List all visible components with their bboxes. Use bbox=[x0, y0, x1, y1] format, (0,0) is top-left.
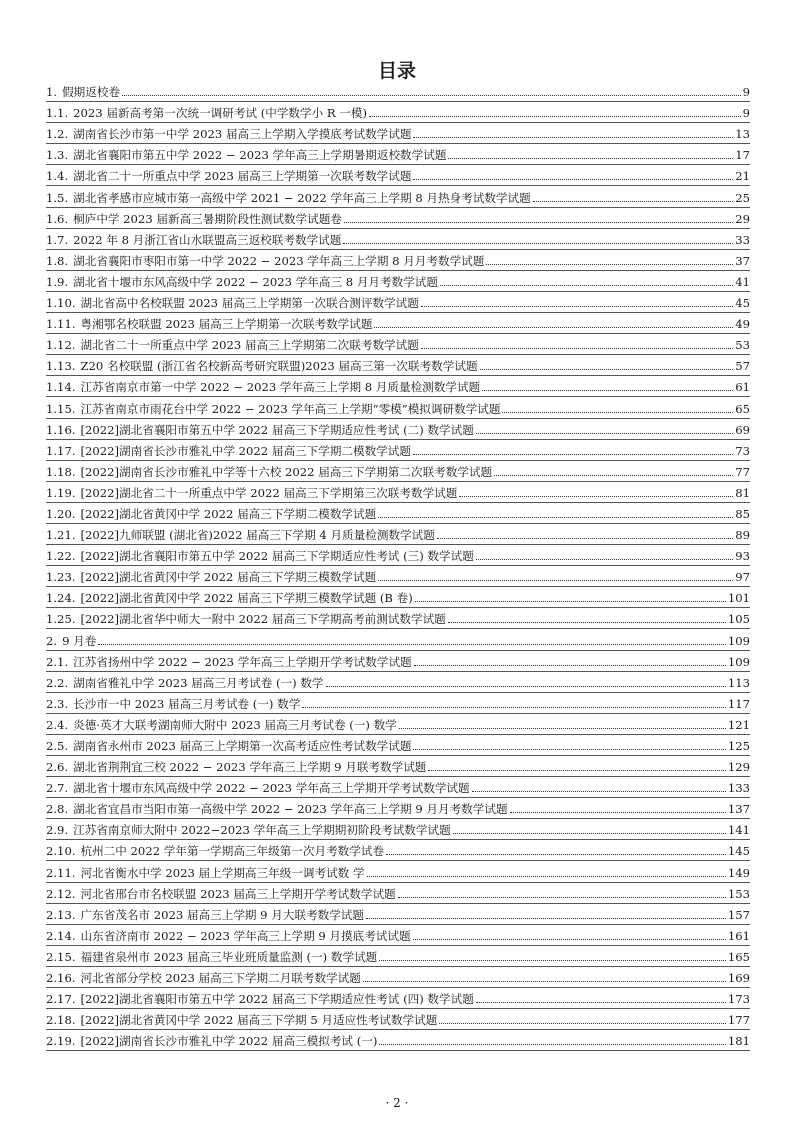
toc-entry-number: 2.16. bbox=[46, 971, 76, 986]
toc-entry-number: 2.2. bbox=[46, 675, 69, 690]
toc-entry-page[interactable]: 41 bbox=[735, 274, 750, 289]
toc-entry-page[interactable]: 157 bbox=[727, 907, 750, 922]
toc-entry[interactable] bbox=[46, 313, 750, 334]
dot-leader bbox=[398, 896, 726, 898]
toc-entry-number: 2.1. bbox=[46, 654, 69, 669]
toc-entry-number: 2.19. bbox=[46, 1034, 76, 1049]
dot-leader bbox=[98, 643, 726, 645]
toc-entry-page[interactable]: 69 bbox=[735, 422, 750, 437]
dot-leader bbox=[502, 411, 733, 413]
dot-leader bbox=[440, 284, 733, 286]
dot-leader bbox=[378, 516, 733, 518]
dot-leader bbox=[374, 326, 733, 328]
toc-entry[interactable] bbox=[46, 798, 750, 819]
toc-entry[interactable] bbox=[46, 608, 750, 629]
toc-entry[interactable] bbox=[46, 186, 750, 207]
toc-entry-title[interactable]: 湖南省长沙市第一中学 2023 届高三上学期入学摸底考试数学试题 bbox=[73, 127, 412, 142]
toc-entry-page[interactable]: 81 bbox=[735, 485, 750, 500]
toc-entry[interactable] bbox=[46, 81, 750, 102]
toc-entry-number: 2.14. bbox=[46, 928, 76, 943]
toc-entry-number: 2. bbox=[46, 633, 58, 648]
toc-entry-number: 1.15. bbox=[46, 401, 76, 416]
toc-entry-number: 1.13. bbox=[46, 359, 76, 374]
dot-leader bbox=[453, 832, 726, 834]
toc-entry-page[interactable]: 149 bbox=[727, 865, 750, 880]
toc-entry[interactable] bbox=[46, 756, 750, 777]
dot-leader bbox=[379, 1043, 726, 1045]
toc-entry-page[interactable]: 77 bbox=[735, 464, 750, 479]
toc-entry-number: 2.11. bbox=[46, 865, 76, 880]
toc-entry-number: 1.17. bbox=[46, 443, 76, 458]
toc-entry-title[interactable]: [2022]湖北省华中师大一附中 2022 届高三下学期高考前测试数学试题 bbox=[80, 612, 446, 627]
toc-entry[interactable] bbox=[46, 819, 750, 840]
toc-entry[interactable] bbox=[46, 440, 750, 461]
toc-entry-title[interactable]: [2022]湖北省襄阳市第五中学 2022 届高三下学期适应性考试 (二) 数学试题 bbox=[80, 422, 474, 437]
dot-leader bbox=[439, 1022, 726, 1024]
toc-entry-title[interactable]: Z20 名校联盟 (浙江省名校新高考研究联盟)2023 届高三第一次联考数学试题 bbox=[80, 359, 478, 374]
toc-entry[interactable] bbox=[46, 334, 750, 355]
toc-entry-page[interactable]: 169 bbox=[727, 971, 750, 986]
toc-entry-page[interactable]: 85 bbox=[735, 506, 750, 521]
dot-leader bbox=[428, 769, 725, 771]
toc-entry-number: 2.8. bbox=[46, 802, 69, 817]
toc-entry-title[interactable]: 湖北省孝感市应城市第一高级中学 2021 − 2022 学年高三上学期 8 月热身考试数学试题 bbox=[73, 190, 531, 205]
dot-leader bbox=[367, 875, 726, 877]
toc-entry-title[interactable]: 湖北省十堰市东风高级中学 2022 − 2023 学年高三上学期开学考试数学试题 bbox=[73, 781, 470, 796]
toc-entry-title[interactable]: 江苏省南京市第一中学 2022 − 2023 学年高三上学期 8 月质量检测数学试题 bbox=[80, 380, 481, 395]
dot-leader bbox=[448, 157, 733, 159]
toc-entry-title[interactable]: 湖南省雅礼中学 2023 届高三月考试卷 (一) 数学 bbox=[73, 675, 324, 690]
toc-entry-number: 1.20. bbox=[46, 506, 76, 521]
toc-entry-page[interactable]: 105 bbox=[727, 612, 750, 627]
toc-entry[interactable] bbox=[46, 735, 750, 756]
toc-entry-title[interactable]: 河北省部分学校 2023 届高三下学期二月联考数学试题 bbox=[80, 971, 361, 986]
toc-entry[interactable] bbox=[46, 292, 750, 313]
dot-leader bbox=[421, 347, 733, 349]
dot-leader bbox=[386, 853, 726, 855]
dot-leader bbox=[399, 727, 726, 729]
toc-entry[interactable] bbox=[46, 355, 750, 376]
dot-leader bbox=[343, 242, 733, 244]
dot-leader bbox=[379, 959, 726, 961]
dot-leader bbox=[476, 432, 733, 434]
toc-entry-number: 1.12. bbox=[46, 338, 76, 353]
dot-leader bbox=[413, 453, 733, 455]
toc-entry-title[interactable]: 湖北省荆荆宜三校 2022 − 2023 学年高三上学期 9 月联考数学试题 bbox=[73, 760, 427, 775]
toc-entry-page[interactable]: 25 bbox=[735, 190, 750, 205]
toc-entry-number: 1.14. bbox=[46, 380, 76, 395]
toc-entry[interactable] bbox=[46, 566, 750, 587]
toc-entry-number: 2.15. bbox=[46, 949, 76, 964]
dot-leader bbox=[482, 389, 733, 391]
toc-entry-title[interactable]: 福建省泉州市 2023 届高三毕业班质量监测 (一) 数学试题 bbox=[80, 949, 378, 964]
toc-entry[interactable] bbox=[46, 144, 750, 165]
toc-entry-title[interactable]: 江苏省南京师大附中 2022−2023 学年高三上学期期初阶段考试数学试题 bbox=[73, 823, 451, 838]
toc-entry[interactable] bbox=[46, 693, 750, 714]
toc-entry-number: 2.18. bbox=[46, 1013, 76, 1028]
dot-leader bbox=[448, 621, 726, 623]
toc-entry[interactable] bbox=[46, 503, 750, 524]
dot-leader bbox=[378, 579, 733, 581]
toc-entry-page[interactable]: 161 bbox=[727, 928, 750, 943]
toc-entry-page[interactable]: 93 bbox=[735, 549, 750, 564]
page-title: 目录 bbox=[377, 60, 416, 82]
toc-entry-number: 2.10. bbox=[46, 844, 76, 859]
toc-entry-title[interactable]: 粤湘鄂名校联盟 2023 届高三上学期第一次联考数学试题 bbox=[80, 317, 373, 332]
toc-entry-page[interactable]: 177 bbox=[727, 1013, 750, 1028]
toc-entry-page[interactable]: 49 bbox=[735, 317, 750, 332]
toc-entry-page[interactable]: 133 bbox=[727, 781, 750, 796]
toc-entry-title[interactable]: [2022]湖南省长沙市雅礼中学 2022 届高三模拟考试 (一) bbox=[80, 1034, 378, 1049]
toc-entry-title[interactable]: [2022]湖北省襄阳市第五中学 2022 届高三下学期适应性考试 (四) 数学试题 bbox=[80, 992, 474, 1007]
dot-leader bbox=[413, 178, 733, 180]
toc-entry-title[interactable]: 2022 年 8 月浙江省山水联盟高三返校联考数学试题 bbox=[73, 232, 342, 247]
toc-entry-title[interactable]: [2022]湖南省长沙市雅礼中学等十六校 2022 届高三下学期第二次联考数学试题 bbox=[80, 464, 493, 479]
toc-entry-number: 2.17. bbox=[46, 992, 76, 1007]
toc-entry[interactable] bbox=[46, 651, 750, 672]
toc-entry-title[interactable]: 江苏省南京市雨花台中学 2022 − 2023 学年高三上学期“零模”模拟调研数学试题 bbox=[80, 401, 501, 416]
toc-entry-number: 1.19. bbox=[46, 485, 76, 500]
toc-entry-title[interactable]: [2022]湖北省黄冈中学 2022 届高三下学期三模数学试题 bbox=[80, 570, 377, 585]
toc-entry-page[interactable]: 109 bbox=[727, 654, 750, 669]
toc-entry-page[interactable]: 29 bbox=[735, 211, 750, 226]
toc-entry-title[interactable]: 假期返校卷 bbox=[62, 85, 121, 100]
toc-entry[interactable] bbox=[46, 946, 750, 967]
toc-entry-number: 1.6. bbox=[46, 211, 69, 226]
toc-entry-number: 1.8. bbox=[46, 253, 69, 268]
toc-entry-title[interactable]: 湖北省高中名校联盟 2023 届高三上学期第一次联合测评数学试题 bbox=[80, 296, 419, 311]
toc-entry-title[interactable]: [2022]湖北省黄冈中学 2022 届高三下学期二模数学试题 bbox=[80, 506, 377, 521]
dot-leader bbox=[476, 1001, 726, 1003]
dot-leader bbox=[363, 980, 726, 982]
toc-entry-title[interactable]: 湖北省襄阳市第五中学 2022 − 2023 学年高三上学期暑期返校数学试题 bbox=[73, 148, 447, 163]
toc-entry-number: 1.10. bbox=[46, 296, 76, 311]
toc-entry[interactable] bbox=[46, 482, 750, 503]
toc-entry[interactable] bbox=[46, 967, 750, 988]
toc-entry-title[interactable]: 9 月卷 bbox=[62, 633, 97, 648]
toc-entry-number: 1.24. bbox=[46, 591, 76, 606]
toc-entry-title[interactable]: 河北省衡水中学 2023 届上学期高三年级一调考试数 学 bbox=[80, 865, 365, 880]
toc-entry-title[interactable]: 湖北省十堰市东风高级中学 2022 − 2023 学年高三 8 月月考数学试题 bbox=[73, 274, 438, 289]
toc-entry-page[interactable]: 37 bbox=[735, 253, 750, 268]
dot-leader bbox=[472, 790, 726, 792]
toc-entry-number: 2.7. bbox=[46, 781, 69, 796]
toc-entry-page[interactable]: 109 bbox=[727, 633, 750, 648]
toc-entry-number: 1.7. bbox=[46, 232, 69, 247]
toc-entry-number: 2.6. bbox=[46, 760, 69, 775]
toc-entry[interactable] bbox=[46, 777, 750, 798]
toc-entry-number: 2.5. bbox=[46, 739, 69, 753]
toc-entry-title[interactable]: 湖北省二十一所重点中学 2023 届高三上学期第一次联考数学试题 bbox=[73, 169, 412, 184]
toc-entry-title[interactable]: 广东省茂名市 2023 届高三上学期 9 月大联考数学试题 bbox=[80, 907, 364, 922]
toc-entry[interactable] bbox=[46, 988, 750, 1009]
toc-entry[interactable] bbox=[46, 714, 750, 735]
toc-entry[interactable] bbox=[46, 524, 750, 545]
toc-entry[interactable] bbox=[46, 883, 750, 904]
toc-entry-page[interactable]: 141 bbox=[727, 823, 750, 838]
dot-leader bbox=[326, 685, 726, 687]
toc-entry-page[interactable]: 89 bbox=[735, 528, 750, 543]
dot-leader bbox=[510, 811, 726, 813]
toc-entry[interactable] bbox=[46, 1009, 750, 1030]
toc-entry-page[interactable]: 57 bbox=[735, 359, 750, 374]
toc-entry[interactable] bbox=[46, 904, 750, 925]
dot-leader bbox=[413, 748, 725, 750]
dot-leader bbox=[494, 474, 733, 476]
toc-entry-page[interactable]: 117 bbox=[727, 696, 750, 711]
toc-entry-page[interactable]: 73 bbox=[735, 443, 750, 458]
toc-entry[interactable] bbox=[46, 376, 750, 397]
toc-entry[interactable] bbox=[46, 208, 750, 229]
toc-entry[interactable] bbox=[46, 397, 750, 418]
toc-entry-page[interactable]: 53 bbox=[735, 338, 750, 353]
dot-leader bbox=[344, 221, 733, 223]
toc-entry-title[interactable]: [2022]湖北省襄阳市第五中学 2022 届高三下学期适应性考试 (三) 数学试题 bbox=[80, 549, 474, 564]
toc-entry[interactable] bbox=[46, 250, 750, 271]
toc-entry[interactable] bbox=[46, 587, 750, 608]
toc-entry[interactable] bbox=[46, 545, 750, 566]
toc-entry[interactable] bbox=[46, 1030, 750, 1051]
dot-leader bbox=[413, 938, 726, 940]
toc-entry-number: 1.23. bbox=[46, 570, 76, 585]
toc-entry-title[interactable]: 湖北省襄阳市枣阳市第一中学 2022 − 2023 学年高三上学期 8 月月考数学试题 bbox=[73, 253, 485, 268]
toc-entry[interactable] bbox=[46, 925, 750, 946]
toc-entry[interactable] bbox=[46, 123, 750, 144]
toc-entry-title[interactable]: 河北省邢台市名校联盟 2023 届高三上学期开学考试数学试题 bbox=[80, 886, 396, 901]
toc-entry-page[interactable]: 165 bbox=[727, 949, 750, 964]
toc-entry[interactable] bbox=[46, 672, 750, 693]
toc-entry-title[interactable]: 炎德·英才大联考湖南师大附中 2023 届高三月考试卷 (一) 数学 bbox=[73, 717, 397, 732]
toc-entry-number: 1. bbox=[46, 85, 58, 100]
toc-entry-title[interactable]: [2022]九师联盟 (湖北省)2022 届高三下学期 4 月质量检测数学试题 bbox=[80, 528, 435, 543]
toc-entry-number: 1.2. bbox=[46, 127, 69, 142]
table-of-contents bbox=[46, 81, 750, 1051]
toc-entry-title[interactable]: [2022]湖北省二十一所重点中学 2022 届高三下学期第三次联考数学试题 bbox=[80, 485, 458, 500]
toc-entry-title[interactable]: 江苏省扬州中学 2022 − 2023 学年高三上学期开学考试数学试题 bbox=[73, 654, 412, 669]
toc-entry-page[interactable]: 45 bbox=[735, 296, 750, 311]
toc-entry-page[interactable]: 9 bbox=[742, 106, 750, 121]
dot-leader bbox=[437, 537, 733, 539]
toc-entry-page[interactable]: 13 bbox=[735, 127, 750, 142]
toc-entry-page[interactable]: 21 bbox=[735, 169, 750, 184]
toc-entry-page[interactable]: 137 bbox=[727, 802, 750, 817]
dot-leader bbox=[366, 917, 726, 919]
toc-entry[interactable] bbox=[46, 229, 750, 250]
toc-entry-title[interactable]: [2022]湖北省黄冈中学 2022 届高三下学期 5 月适应性考试数学试题 bbox=[80, 1013, 438, 1028]
toc-entry-page[interactable]: 129 bbox=[727, 760, 750, 775]
toc-entry-number: 1.18. bbox=[46, 464, 76, 479]
toc-entry-number: 2.4. bbox=[46, 717, 69, 732]
toc-entry-page[interactable]: 181 bbox=[727, 1034, 750, 1049]
dot-leader bbox=[486, 263, 733, 265]
dot-leader bbox=[533, 200, 733, 202]
toc-entry-page[interactable]: 125 bbox=[727, 739, 750, 753]
toc-entry-title[interactable]: 山东省济南市 2022 − 2023 学年高三上学期 9 月摸底考试试题 bbox=[80, 928, 411, 943]
toc-entry-title[interactable]: [2022]湖北省黄冈中学 2022 届高三下学期三模数学试题 (B 卷) bbox=[80, 591, 413, 606]
dot-leader bbox=[122, 94, 741, 96]
toc-entry-number: 1.1. bbox=[46, 106, 69, 121]
toc-entry-title[interactable]: 桐庐中学 2023 届新高三暑期阶段性测试数学试题卷 bbox=[73, 211, 342, 226]
toc-entry-page[interactable]: 153 bbox=[727, 886, 750, 901]
toc-entry-page[interactable]: 145 bbox=[727, 844, 750, 859]
dot-leader bbox=[414, 664, 726, 666]
toc-entry[interactable] bbox=[46, 419, 750, 440]
dot-leader bbox=[476, 558, 733, 560]
toc-entry-page[interactable]: 113 bbox=[727, 675, 750, 690]
toc-entry[interactable] bbox=[46, 840, 750, 861]
toc-entry-page[interactable]: 101 bbox=[727, 591, 750, 606]
toc-entry-number: 2.12. bbox=[46, 886, 76, 901]
dot-leader bbox=[459, 495, 733, 497]
dot-leader bbox=[421, 305, 733, 307]
toc-entry-page[interactable]: 9 bbox=[742, 85, 750, 100]
toc-entry-number: 2.3. bbox=[46, 696, 69, 711]
dot-leader bbox=[415, 600, 726, 602]
toc-entry-number: 1.3. bbox=[46, 148, 69, 163]
toc-entry-title[interactable]: 湖南省永州市 2023 届高三上学期第一次高考适应性考试数学试题 bbox=[73, 739, 412, 753]
toc-entry-number: 1.11. bbox=[46, 317, 76, 332]
page-number: · 2 · bbox=[385, 1096, 409, 1110]
toc-entry-title[interactable]: 长沙市一中 2023 届高三月考试卷 (一) 数学 bbox=[73, 696, 301, 711]
toc-entry-page[interactable]: 65 bbox=[735, 401, 750, 416]
toc-entry-number: 1.4. bbox=[46, 169, 69, 184]
toc-entry[interactable] bbox=[46, 461, 750, 482]
toc-entry[interactable] bbox=[46, 102, 750, 123]
toc-entry[interactable] bbox=[46, 165, 750, 186]
toc-entry-title[interactable]: 湖北省二十一所重点中学 2023 届高三上学期第二次联考数学试题 bbox=[80, 338, 419, 353]
dot-leader bbox=[413, 136, 733, 138]
toc-entry[interactable] bbox=[46, 629, 750, 650]
toc-entry-title[interactable]: 湖北省宜昌市当阳市第一高级中学 2022 − 2023 学年高三上学期 9 月月考数学试题 bbox=[73, 802, 508, 817]
dot-leader bbox=[480, 368, 734, 370]
toc-entry-page[interactable]: 121 bbox=[727, 717, 750, 732]
toc-entry-page[interactable]: 97 bbox=[735, 570, 750, 585]
toc-entry-number: 2.13. bbox=[46, 907, 76, 922]
toc-entry-number: 1.25. bbox=[46, 612, 76, 627]
toc-entry-number: 1.5. bbox=[46, 190, 69, 205]
toc-entry-title[interactable]: [2022]湖南省长沙市雅礼中学 2022 届高三下学期二模数学试题 bbox=[80, 443, 411, 458]
toc-entry-page[interactable]: 33 bbox=[735, 232, 750, 247]
toc-entry-number: 1.21. bbox=[46, 528, 76, 543]
dot-leader bbox=[369, 115, 741, 117]
toc-entry[interactable] bbox=[46, 271, 750, 292]
toc-entry-number: 1.16. bbox=[46, 422, 76, 437]
toc-entry-page[interactable]: 173 bbox=[727, 992, 750, 1007]
dot-leader bbox=[302, 706, 726, 708]
toc-entry[interactable] bbox=[46, 861, 750, 882]
toc-entry-page[interactable]: 17 bbox=[735, 148, 750, 163]
toc-entry-number: 2.9. bbox=[46, 823, 69, 838]
toc-entry-number: 1.9. bbox=[46, 274, 69, 289]
toc-entry-title[interactable]: 杭州二中 2022 学年第一学期高三年级第一次月考数学试卷 bbox=[80, 844, 385, 859]
toc-entry-number: 1.22. bbox=[46, 549, 76, 564]
toc-entry-title[interactable]: 2023 届新高考第一次统一调研考试 (中学数学小 R 一模) bbox=[73, 106, 368, 121]
toc-entry-page[interactable]: 61 bbox=[735, 380, 750, 395]
